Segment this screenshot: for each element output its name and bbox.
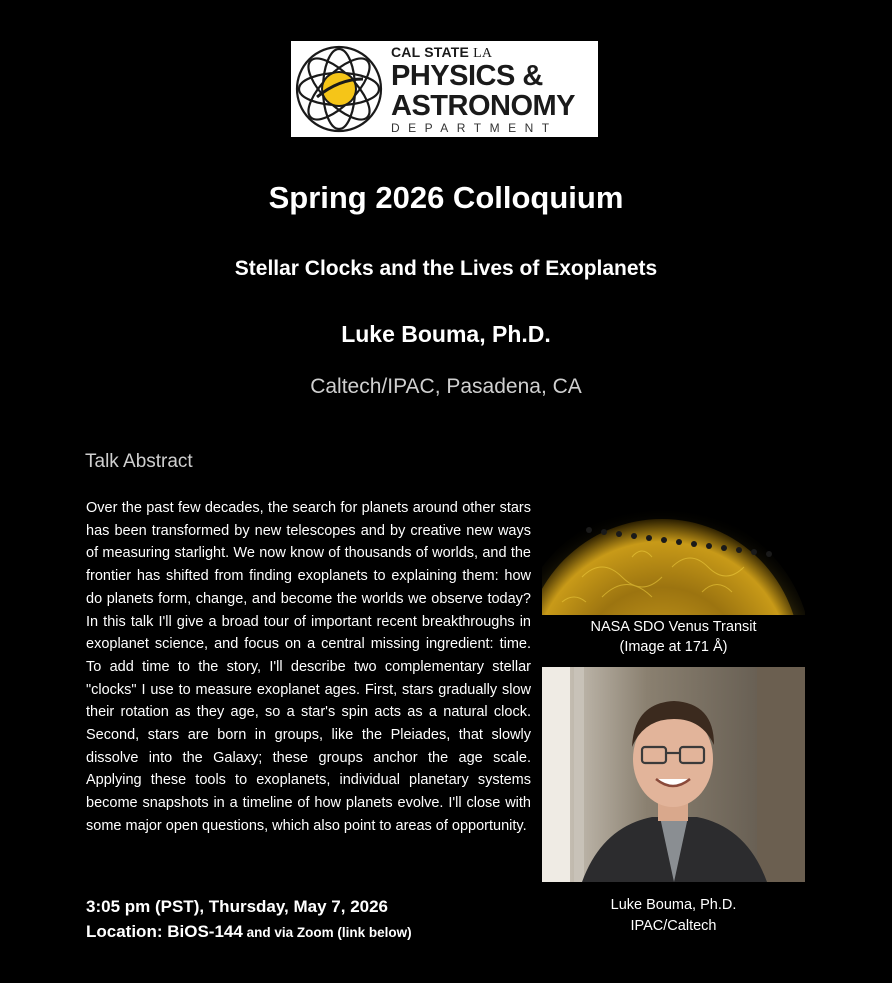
- logo-astronomy: ASTRONOMY: [391, 89, 575, 122]
- colloquium-series-title: Spring 2026 Colloquium: [268, 180, 624, 215]
- speaker-name: Luke Bouma, Ph.D.: [341, 321, 551, 347]
- department-logo: [291, 41, 598, 137]
- logo-la: LA: [473, 45, 493, 61]
- logo-department: DEPARTMENT: [391, 120, 558, 135]
- event-location: [86, 922, 412, 942]
- venus-transit-caption: [542, 617, 805, 657]
- event-time: 3:05 pm (PST), Thursday, May 7, 2026: [86, 897, 389, 916]
- speaker-affiliation: Caltech/IPAC, Pasadena, CA: [310, 375, 582, 398]
- photo-caption-affiliation: IPAC/Caltech: [630, 918, 717, 934]
- speaker-photo: [542, 667, 805, 882]
- venus-caption-line1: NASA SDO Venus Transit: [590, 619, 757, 635]
- logo-physics: PHYSICS &: [391, 59, 543, 92]
- abstract-heading: Talk Abstract: [85, 451, 193, 472]
- photo-caption-name: Luke Bouma, Ph.D.: [610, 897, 737, 913]
- venus-transit-image: [542, 497, 805, 615]
- event-location-room: Location: BiOS-144: [86, 922, 243, 941]
- abstract-text: Over the past few decades, the search for planets around other stars has been transformed by new telescopes and by creative new ways of measuring starlight. We now know of thousands of worlds, and the frontier has shifted from finding exoplanets to explaining them: how do planets form, change, and become the worlds we observe today? In this talk I'll give a broad tour of important recent breakthroughs in exoplanet science, and focus on a central missing ingredient: time. To add time to the story, I'll describe two complementary stellar "clocks" I use to measure exoplanet ages. First, stars gradually slow their rotation as they age, so a star's spin acts as a natural clock. Second, stars are born in groups, like the Pleiades, that slowly dissolve into the Galaxy; these groups anchor the age scale. Applying these tools to exoplanets, individual planetary systems become snapshots in a timeline of how planets evolve. I'll close with some major open questions, which also point to areas of opportunity.: [86, 500, 531, 834]
- atom-planet-emblem-icon: [291, 41, 387, 137]
- venus-caption-line2: (Image at 171 Å): [619, 639, 728, 655]
- event-location-zoom: and via Zoom (link below): [242, 925, 412, 940]
- speaker-photo-caption: [542, 895, 805, 937]
- logo-cal-state: CAL STATE: [391, 43, 470, 60]
- talk-title: Stellar Clocks and the Lives of Exoplanets: [234, 257, 658, 280]
